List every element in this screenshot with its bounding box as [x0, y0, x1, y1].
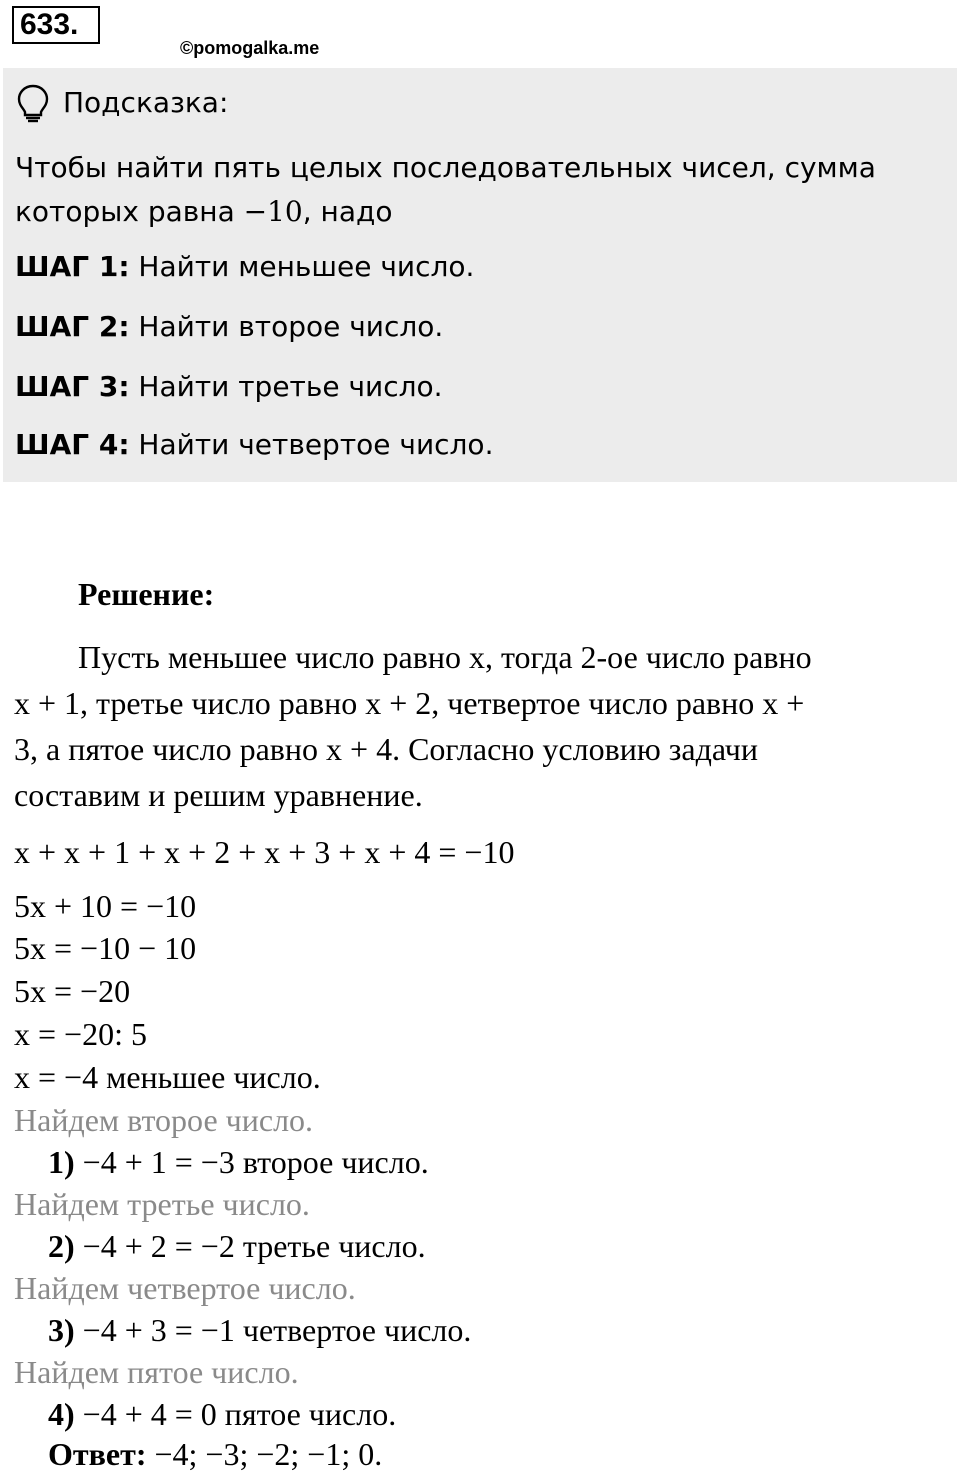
- hint-title: Подсказка:: [63, 86, 229, 119]
- hint-intro: [15, 146, 935, 234]
- hint-step-2: [15, 310, 443, 343]
- paragraph-line: 3, а пятое число равно x + 4. Согласно условию задачи: [14, 731, 758, 767]
- hint-intro-line2a: которых равна: [15, 195, 244, 228]
- answer-label: Ответ:: [48, 1436, 147, 1472]
- hint-step-3: [15, 370, 443, 403]
- equation-3: 5x = −10 − 10: [14, 930, 197, 966]
- paragraph-line: составим и решим уравнение.: [14, 777, 423, 813]
- hint-step-label: ШАГ 3:: [15, 370, 130, 403]
- hint-step-text: Найти четвертое число.: [129, 428, 494, 461]
- step-expression: −4 + 1 = −3 второе число.: [74, 1144, 429, 1180]
- equation-4: 5x = −20: [14, 973, 131, 1009]
- equation-2: 5x + 10 = −10: [14, 888, 197, 924]
- equation-6: x = −4 меньшее число.: [14, 1059, 321, 1095]
- step-caption-3: Найдем четвертое число.: [14, 1270, 356, 1306]
- step-caption-2: Найдем третье число.: [14, 1186, 310, 1222]
- solution-paragraph: [14, 634, 946, 818]
- equation-1: x + x + 1 + x + 2 + x + 3 + x + 4 = −10: [14, 834, 515, 870]
- step-line-2: [48, 1228, 426, 1265]
- step-number: 2): [48, 1228, 75, 1264]
- answer-line: [48, 1436, 382, 1473]
- hint-step-label: ШАГ 2:: [15, 310, 130, 343]
- hint-step-text: Найти третье число.: [129, 370, 443, 403]
- hint-box: [3, 68, 957, 482]
- answer-value: −4; −3; −2; −1; 0.: [146, 1436, 383, 1472]
- task-number: 633.: [12, 6, 100, 44]
- step-number: 3): [48, 1312, 75, 1348]
- step-number: 1): [48, 1144, 75, 1180]
- hint-intro-line2b: , надо: [302, 195, 393, 228]
- step-caption-1: Найдем второе число.: [14, 1102, 314, 1138]
- hint-step-text: Найти второе число.: [129, 310, 444, 343]
- lightbulb-icon: [17, 84, 49, 124]
- hint-step-label: ШАГ 1:: [15, 250, 130, 283]
- watermark: ©pomogalka.me: [180, 38, 320, 58]
- hint-step-4: [15, 428, 493, 461]
- step-expression: −4 + 4 = 0 пятое число.: [74, 1396, 397, 1432]
- hint-step-text: Найти меньшее число.: [129, 250, 475, 283]
- step-caption-4: Найдем пятое число.: [14, 1354, 299, 1390]
- equation-5: x = −20: 5: [14, 1016, 147, 1052]
- solution-title: Решение:: [78, 576, 215, 612]
- step-number: 4): [48, 1396, 75, 1432]
- step-expression: −4 + 2 = −2 третье число.: [74, 1228, 426, 1264]
- paragraph-line: x + 1, третье число равно x + 2, четвертое число равно x +: [14, 685, 805, 721]
- hint-step-label: ШАГ 4:: [15, 428, 130, 461]
- paragraph-line: Пусть меньшее число равно x, тогда 2-ое число равно: [78, 639, 812, 675]
- step-line-1: [48, 1144, 429, 1181]
- step-line-3: [48, 1312, 471, 1349]
- hint-intro-line1: Чтобы найти пять целых последовательных чисел, сумма: [15, 151, 876, 184]
- step-expression: −4 + 3 = −1 четвертое число.: [74, 1312, 472, 1348]
- step-line-4: [48, 1396, 396, 1433]
- hint-step-1: [15, 250, 474, 283]
- hint-intro-number: −10: [243, 195, 303, 228]
